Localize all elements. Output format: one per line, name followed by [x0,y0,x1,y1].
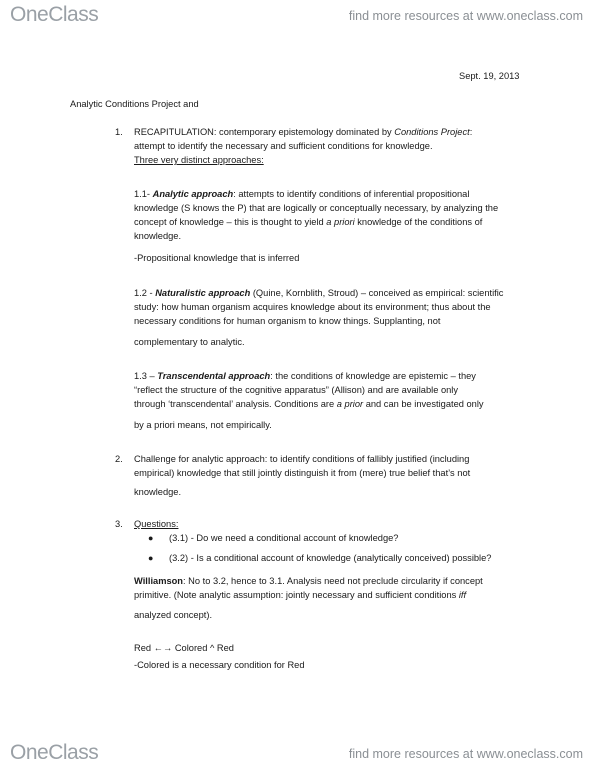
section-3-number: 3. [115,519,123,529]
section-1-line-2: attempt to identify the necessary and sufficient conditions for knowledge. [134,141,433,151]
section-1-1-line-4: knowledge. [134,231,182,241]
doc-date: Sept. 19, 2013 [459,71,520,81]
section-1-1-note: -Propositional knowledge that is inferred [134,253,300,263]
bullet-icon: ● [148,553,154,563]
section-1-2-line-1: 1.2 - Naturalistic approach (Quine, Kornblith, Stroud) – conceived as empirical: scientific [134,288,504,298]
section-1-subhead: Three very distinct approaches: [134,155,264,165]
williamson-line-1: Williamson: No to 3.2, hence to 3.1. Analysis need not preclude circularity if concept [134,576,483,586]
williamson-line-2: primitive. (Note analytic assumption: jointly necessary and sufficient conditions iff [134,590,467,600]
section-1-1-line-2: knowledge (S knows the P) that are logically or conceptually necessary, by analyzing the [134,203,499,213]
header-tagline[interactable]: find more resources at www.oneclass.com [348,9,583,23]
section-2-line-2: empirical) knowledge that still jointly distinguish it from (mere) true belief that’s not [134,468,471,478]
section-1-3-line-2: “reflect the structure of the cognitive apparatus” (Allison) and are available only [134,385,459,395]
section-1-line-1: RECAPITULATION: contemporary epistemology dominated by Conditions Project: [134,127,473,137]
logo-text: OneClass [10,741,99,764]
question-3-2: (3.2) - Is a conditional account of knowledge (analytically conceived) possible? [169,553,492,563]
red-note: -Colored is a necessary condition for Red [134,660,305,670]
section-1-3-line-3: through ‘transcendental’ analysis. Conditions are a prior and can be investigated only [134,399,484,409]
section-1-2-line-2: study: how human organism acquires knowledge about its environment; thus about the [134,302,491,312]
bullet-icon: ● [148,533,154,543]
section-1-3-line-1: 1.3 – Transcendental approach: the conditions of knowledge are epistemic – they [134,371,476,381]
williamson-line-3: analyzed concept). [134,610,213,620]
section-2-number: 2. [115,454,123,464]
doc-title: Analytic Conditions Project and [70,99,199,109]
oneclass-logo-footer[interactable] [10,741,98,765]
section-1-number: 1. [115,127,123,137]
oneclass-logo[interactable] [10,3,98,27]
section-1-2-line-4: complementary to analytic. [134,337,245,347]
biconditional-arrow-icon: ←→ [153,643,173,653]
red-formula: Red ←→ Colored ^ Red [134,643,234,653]
question-3-1: (3.1) - Do we need a conditional account of knowledge? [169,533,399,543]
logo-text: OneClass [10,3,99,26]
footer-tagline[interactable]: find more resources at www.oneclass.com [348,747,583,761]
page-header [0,0,595,30]
section-1-2-line-3: necessary conditions for human organism to know things. Supplanting, not [134,316,441,326]
section-1-1-line-3: concept of knowledge – this is thought to yield a priori knowledge of the conditions of [134,217,483,227]
section-1-3-line-4: by a priori means, not empirically. [134,420,272,430]
section-2-line-1: Challenge for analytic approach: to identify conditions of fallibly justified (including [134,454,470,464]
section-2-line-3: knowledge. [134,487,182,497]
section-3-heading: Questions: [134,519,179,529]
page-footer [0,738,595,768]
section-1-1-line-1: 1.1- Analytic approach: attempts to identify conditions of inferential propositional [134,189,470,199]
